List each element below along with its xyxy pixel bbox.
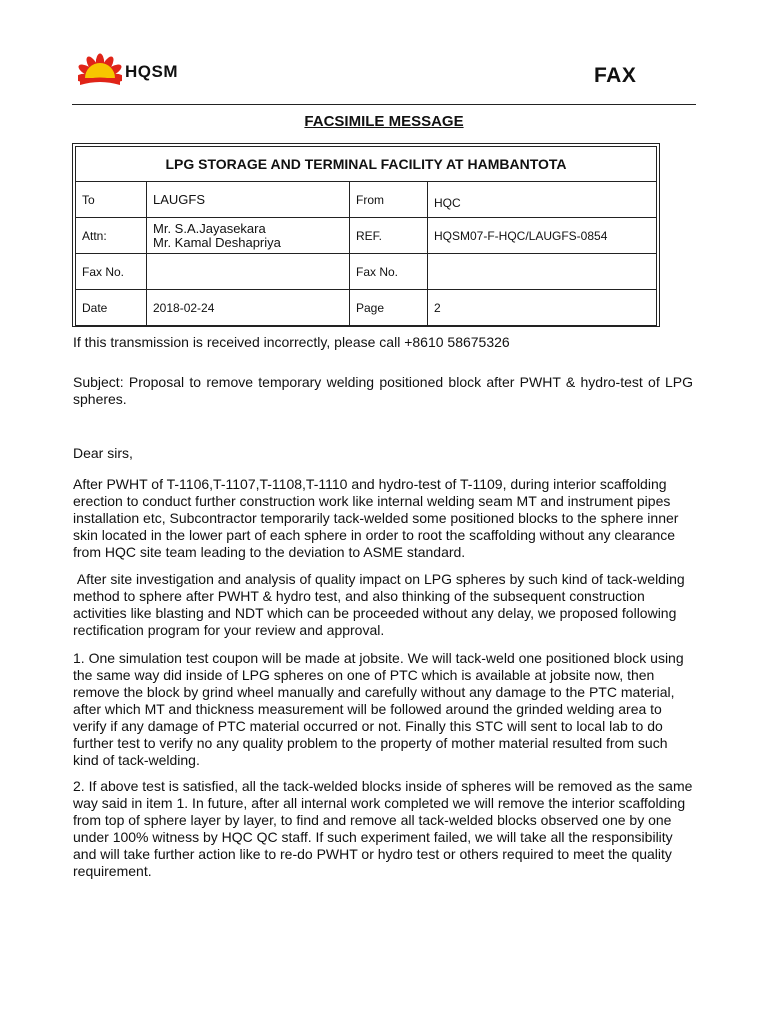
salutation: Dear sirs, xyxy=(73,445,133,461)
attn-value xyxy=(147,218,350,254)
attn-label: Attn: xyxy=(76,218,147,254)
fax-no-value-right xyxy=(428,254,657,290)
company-logo xyxy=(78,46,238,94)
header-divider xyxy=(72,104,696,105)
document-title: FACSIMILE MESSAGE xyxy=(304,113,464,130)
paragraph-1: After PWHT of T-1106,T-1107,T-1108,T-1110 and hydro-test of T-1109, during interior scaffolding erection to conduct further construction work like internal welding seam MT and instrument pipes installation etc, Subcontractor temporarily tack-welded some positioned blocks to the sphere inner skin located in the lower part of each sphere in order to root the scaffolding without any clearance from HQC site team leading to the deviation to ASME standard. xyxy=(73,476,679,560)
attn-name-1: Mr. S.A.Jayasekara xyxy=(153,220,266,236)
table-row xyxy=(76,218,657,254)
paragraph-4: 2. If above test is satisfied, all the tack-welded blocks inside of spheres will be removed as the same way said in item 1. In future, after all internal work completed we will remove the interior scaffolding from top of sphere layer by layer, to find and remove all tack-welded blocks observed one by one under 100% witness by HQC QC staff. If such experiment failed, we will take all the responsibility and will take further action like to re-do PWHT or hydro test or others required to meet the quality requirement. xyxy=(73,778,693,879)
fax-no-value-left xyxy=(147,254,350,290)
fax-no-label-right: Fax No. xyxy=(350,254,428,290)
from-value-text: HQC xyxy=(434,196,461,210)
fax-label: FAX xyxy=(594,64,637,87)
page-label: Page xyxy=(350,290,428,326)
ref-label: REF. xyxy=(350,218,428,254)
to-label: To xyxy=(76,182,147,218)
fax-no-label-left: Fax No. xyxy=(76,254,147,290)
fax-info-table-frame xyxy=(72,143,660,327)
date-value: 2018-02-24 xyxy=(147,290,350,326)
from-value xyxy=(428,182,657,218)
paragraph-2: After site investigation and analysis of quality impact on LPG spheres by such kind of tack-welding method to sphere after PWHT & hydro test, and also thinking of the subsequent construction activities like blasting and NDT which can be proceeded without any delay, we proposed following rectification program for your review and approval. xyxy=(73,571,689,638)
table-row xyxy=(76,182,657,218)
subject-line: Subject: Proposal to remove temporary welding positioned block after PWHT & hydro-test of LPG spheres. xyxy=(73,374,693,407)
table-row xyxy=(76,254,657,290)
from-label: From xyxy=(350,182,428,218)
paragraph-3: 1. One simulation test coupon will be made at jobsite. We will tack-weld one positioned block using the same way did inside of LPG spheres on one of PTC which is available at jobsite now, then remove the block by grind wheel manually and carefully without any damage to the PTC material, after which MT and thickness measurement will be followed around the grinded welding area to verify if any damage of PTC material occurred or not. Finally this STC will sent to local lab to do further test to verify no any quality problem to the property of mother material resulted from such kind of tack-welding. xyxy=(73,650,684,768)
date-label: Date xyxy=(76,290,147,326)
transmission-note: If this transmission is received incorrectly, please call +8610 58675326 xyxy=(73,334,510,350)
to-value: LAUGFS xyxy=(147,182,350,218)
attn-name-2: Mr. Kamal Deshapriya xyxy=(153,234,281,250)
project-title: LPG STORAGE AND TERMINAL FACILITY AT HAMBANTOTA xyxy=(76,147,657,182)
table-row xyxy=(76,290,657,326)
petal-logo-icon xyxy=(78,48,122,92)
fax-info-table xyxy=(75,146,657,326)
logo-text: HQSM xyxy=(125,62,178,81)
page-value: 2 xyxy=(428,290,657,326)
ref-value: HQSM07-F-HQC/LAUGFS-0854 xyxy=(428,218,657,254)
